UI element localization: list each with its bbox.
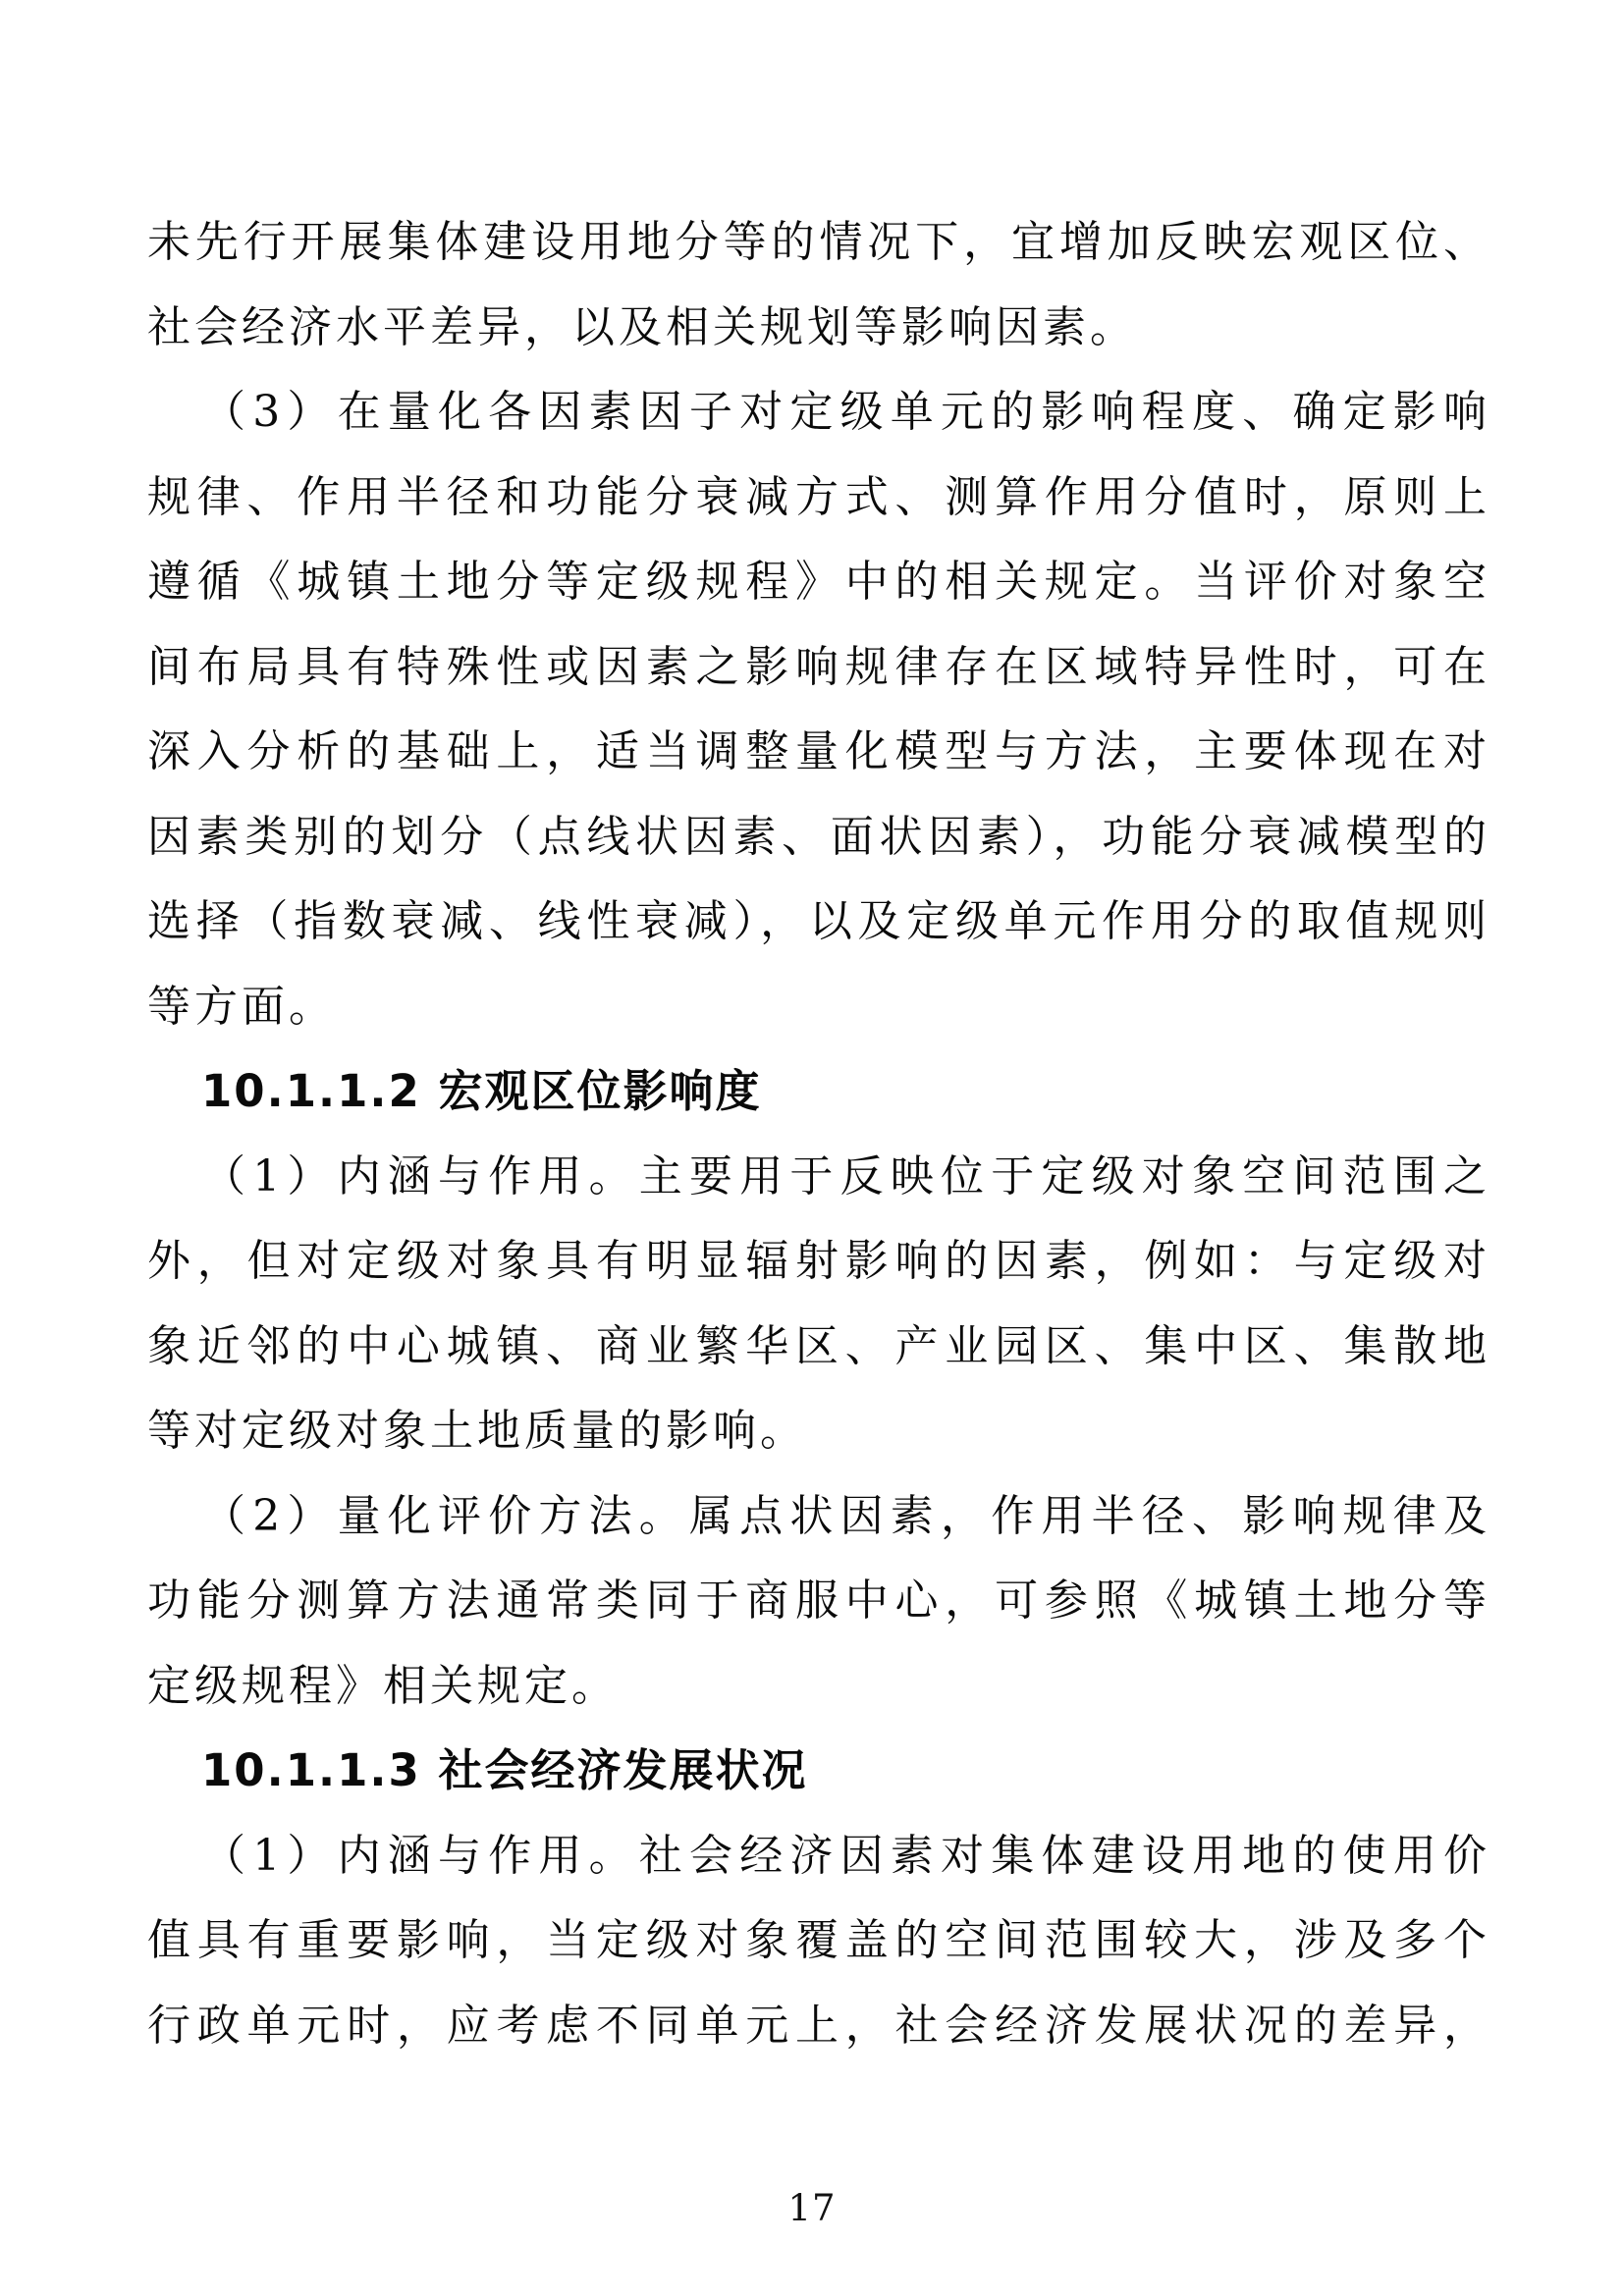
text-line: 遵循《城镇土地分等定级规程》中的相关规定。当评价对象空	[147, 557, 1490, 607]
text-line: 定级规程》相关规定。	[147, 1660, 619, 1711]
text-line: （1）内涵与作用。主要用于反映位于定级对象空间范围之	[202, 1150, 1490, 1201]
text-line: 等对定级对象土地质量的影响。	[147, 1406, 807, 1456]
text-line: 深入分析的基础上，适当调整量化模型与方法，主要体现在对	[147, 726, 1490, 776]
text-line: （3）在量化各因素因子对定级单元的影响程度、确定影响	[202, 387, 1490, 437]
text-line: 象近邻的中心城镇、商业繁华区、产业园区、集中区、集散地	[147, 1320, 1490, 1371]
text-line: 间布局具有特殊性或因素之影响规律存在区域特异性时，可在	[147, 641, 1490, 692]
page-number: 17	[787, 2187, 837, 2229]
text-line: 规律、作用半径和功能分衰减方式、测算作用分值时，原则上	[147, 471, 1490, 522]
section-heading: 10.1.1.2 宏观区位影响度	[201, 1065, 762, 1117]
text-line: 选择（指数衰减、线性衰减），以及定级单元作用分的取值规则	[147, 896, 1490, 946]
document-text-block	[147, 200, 1490, 2068]
text-line: 未先行开展集体建设用地分等的情况下，宜增加反映宏观区位、	[147, 217, 1490, 267]
text-line: 外，但对定级对象具有明显辐射影响的因素，例如：与定级对	[147, 1236, 1490, 1286]
section-heading: 10.1.1.3 社会经济发展状况	[201, 1744, 808, 1796]
text-line: （2）量化评价方法。属点状因素，作用半径、影响规律及	[202, 1490, 1490, 1541]
text-line: （1）内涵与作用。社会经济因素对集体建设用地的使用价	[202, 1830, 1490, 1881]
text-line: 值具有重要影响，当定级对象覆盖的空间范围较大，涉及多个	[147, 1915, 1490, 1965]
text-line: 等方面。	[147, 981, 336, 1032]
text-line: 因素类别的划分（点线状因素、面状因素），功能分衰减模型的	[147, 811, 1490, 862]
text-line: 行政单元时，应考虑不同单元上，社会经济发展状况的差异，	[147, 2000, 1490, 2051]
text-line: 功能分测算方法通常类同于商服中心，可参照《城镇土地分等	[147, 1575, 1490, 1626]
text-line: 社会经济水平差异，以及相关规划等影响因素。	[147, 301, 1137, 352]
